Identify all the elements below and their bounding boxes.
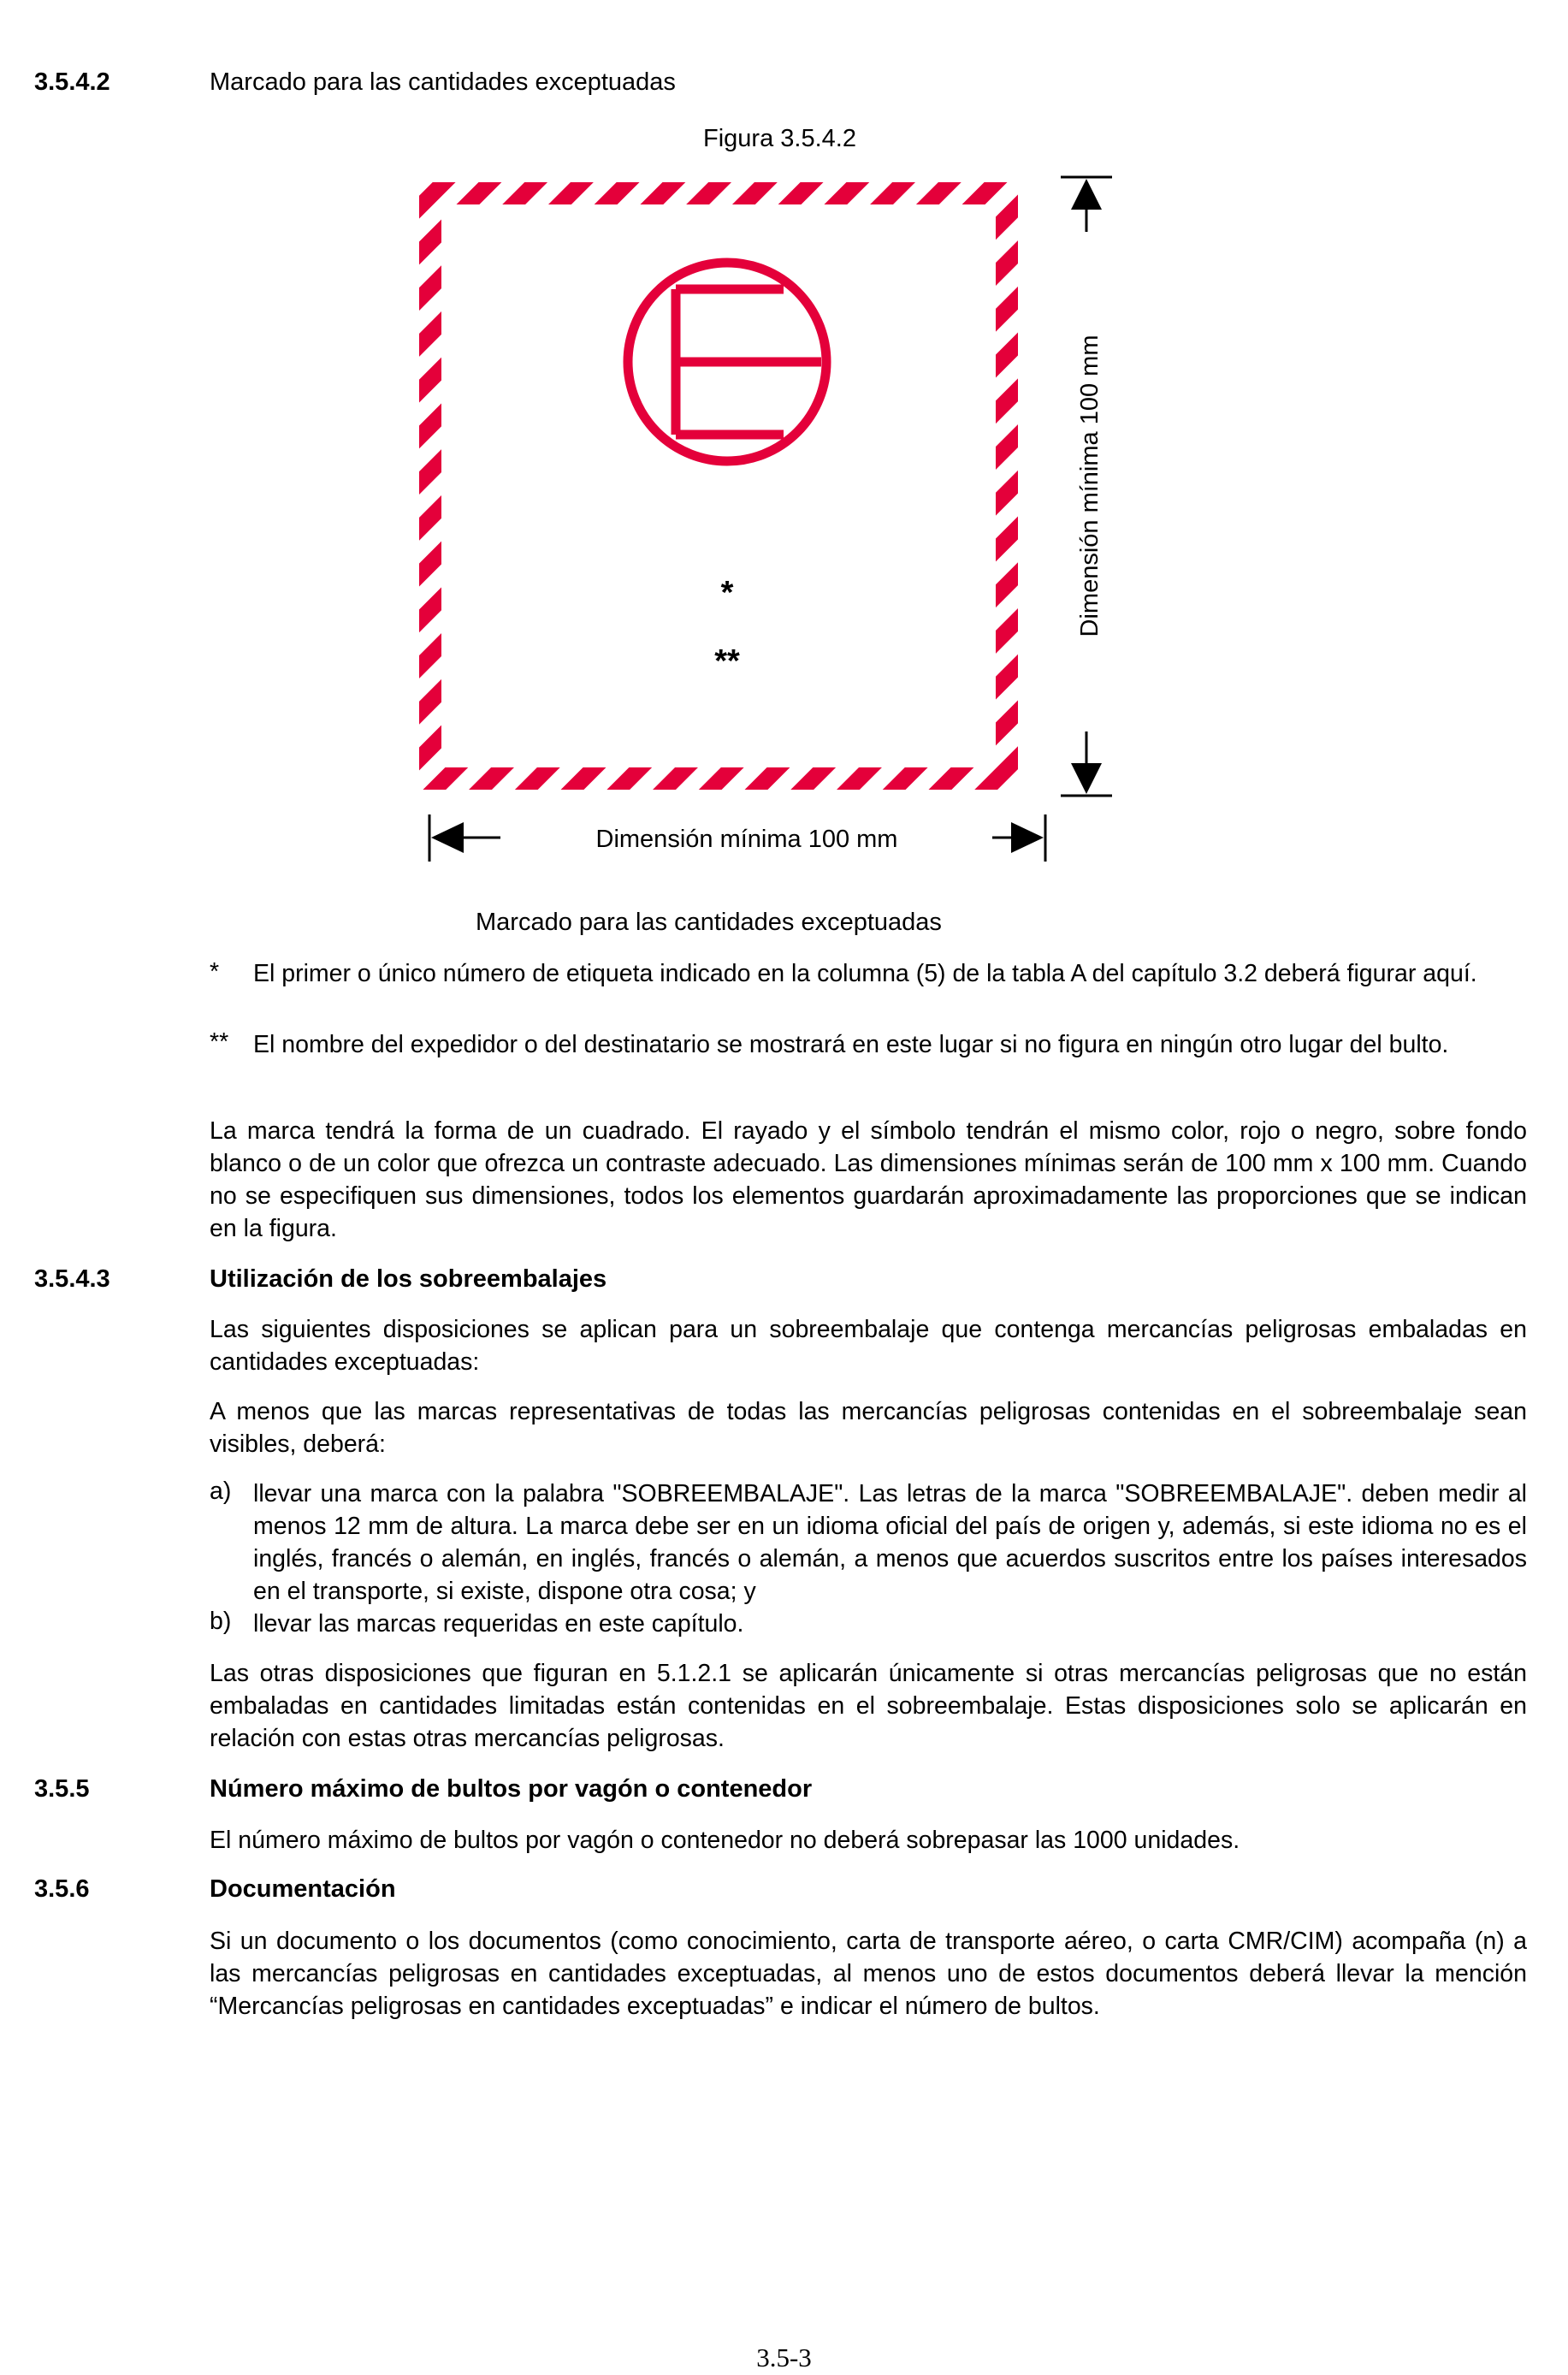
section-title-356: Documentación xyxy=(210,1875,396,1903)
section-title-3543: Utilización de los sobreembalajes xyxy=(210,1265,607,1293)
footnote-text: El primer o único número de etiqueta indicado en la columna (5) de la tabla A del capítulo 3.2 deberá figurar aquí. xyxy=(253,960,1477,987)
section-number-3542: 3.5.4.2 xyxy=(34,68,110,96)
list-item-mark: a) xyxy=(210,1478,232,1505)
section-title-355: Número máximo de bultos por vagón o contenedor xyxy=(210,1775,813,1803)
section-title-3542: Marcado para las cantidades exceptuadas xyxy=(210,68,676,96)
paragraph: Si un documento o los documentos (como conocimiento, carta de transporte aéreo, o carta CMR/CIM) acompaña (n) a las mercancías peligrosas en cantidades exceptuadas, al menos uno de estos documentos deberá llevar la mención “Mercancías peligrosas en cantidades exceptuadas” e indicar el número de bultos. xyxy=(210,1928,1527,2020)
excepted-quantities-mark-figure xyxy=(402,167,1138,873)
list-item-text: llevar las marcas requeridas en este capítulo. xyxy=(253,1610,744,1638)
page-number: 3.5-3 xyxy=(756,2342,812,2372)
section-number-355: 3.5.5 xyxy=(34,1775,90,1803)
figure-label: Figura 3.5.4.2 xyxy=(703,125,856,152)
marker-single-asterisk: * xyxy=(720,575,734,611)
list-item-text: llevar una marca con la palabra "SOBREEMBALAJE". Las letras de la marca "SOBREEMBALAJE". deben medir al menos 12 mm de altura. La marca debe ser en un idioma oficial del país de origen y, además, si este idioma no es el inglés, francés o alemán, en inglés, francés o alemán, a menos que acuerdos suscritos entre los países interesados en el transporte, si existe, dispone otra cosa; y xyxy=(253,1480,1527,1605)
paragraph: El número máximo de bultos por vagón o contenedor no deberá sobrepasar las 1000 unidades. xyxy=(210,1827,1240,1854)
horizontal-dimension-label: Dimensión mínima 100 mm xyxy=(595,826,898,853)
paragraph: Las siguientes disposiciones se aplican para un sobreembalaje que contenga mercancías peligrosas embaladas en cantidades exceptuadas: xyxy=(210,1316,1527,1376)
hatched-border-frame xyxy=(419,182,1018,790)
mark-description-paragraph: La marca tendrá la forma de un cuadrado. El rayado y el símbolo tendrán el mismo color, rojo o negro, sobre fondo blanco o de un color que ofrezca un contraste adecuado. Las dimensiones mínimas serán de 100 mm x 100 mm. Cuando no se especifiquen sus dimensiones, todos los elementos guardarán aproximadamente las proporciones que se indican en la figura. xyxy=(210,1117,1527,1242)
footnote-mark: ** xyxy=(210,1028,229,1056)
paragraph: Las otras disposiciones que figuran en 5.1.2.1 se aplicarán únicamente si otras mercancías peligrosas que no están embaladas en cantidades limitadas están contenidas en el sobreembalaje. Estas disposiciones solo se aplicarán en relación con estas otras mercancías peligrosas. xyxy=(210,1660,1527,1752)
section-number-3543: 3.5.4.3 xyxy=(34,1265,110,1293)
paragraph: A menos que las marcas representativas de todas las mercancías peligrosas contenidas en el sobreembalaje sean visibles, deberá: xyxy=(210,1398,1527,1458)
vertical-dimension-label: Dimensión mínima 100 mm xyxy=(1076,335,1104,637)
section-number-356: 3.5.6 xyxy=(34,1875,90,1903)
footnote-mark: * xyxy=(210,958,220,986)
list-item-mark: b) xyxy=(210,1608,232,1635)
marker-double-asterisk: ** xyxy=(714,643,740,679)
figure-caption: Marcado para las cantidades exceptuadas xyxy=(476,909,942,936)
footnote-text: El nombre del expedidor o del destinatario se mostrará en este lugar si no figura en ningún otro lugar del bulto. xyxy=(253,1031,1449,1058)
